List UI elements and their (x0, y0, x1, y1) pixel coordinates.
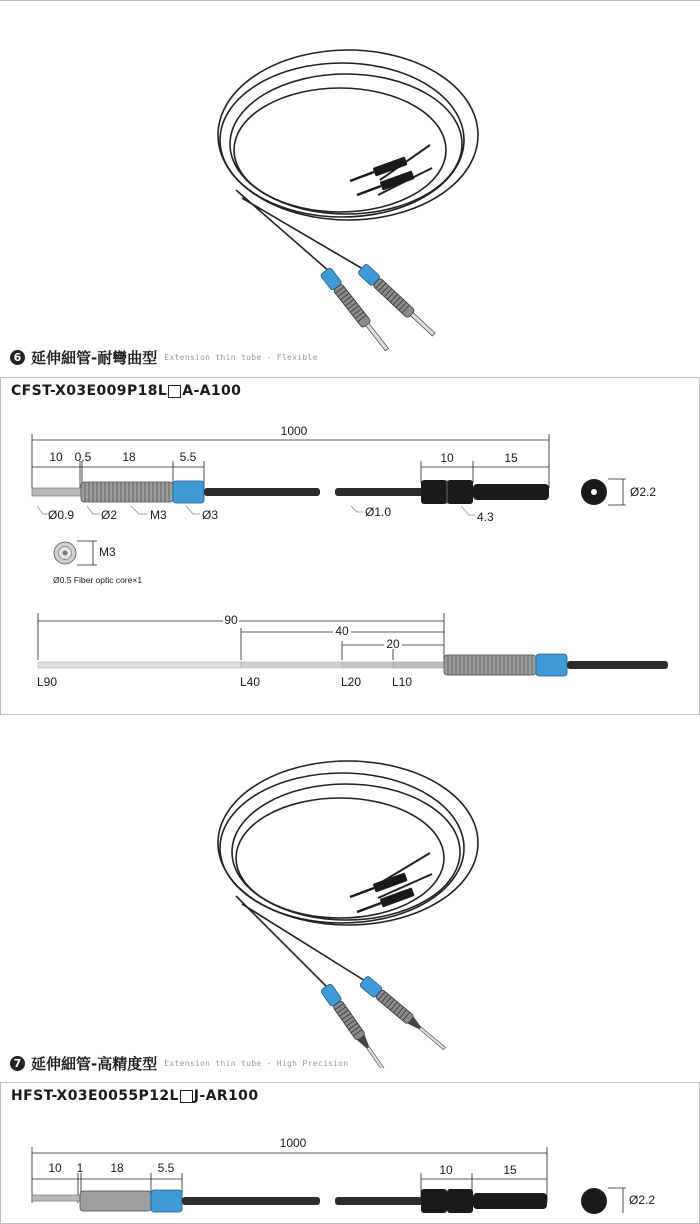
callout-m3: M3 (150, 508, 167, 522)
product-illustration-flexible (180, 40, 520, 370)
model-prefix: HFST-X03E0055P12L (11, 1088, 179, 1104)
model-suffix: A-A100 (182, 383, 242, 399)
length-l90: L90 (37, 675, 58, 689)
dim-right-10: 10 (440, 451, 454, 465)
length-l10: L10 (392, 675, 413, 689)
model-suffix: J-AR100 (193, 1088, 259, 1104)
callout-d2-2: Ø2.2 (629, 1193, 656, 1207)
callout-d1-0: Ø1.0 (365, 505, 392, 519)
callout-d3: Ø3 (202, 508, 219, 522)
callout-d2-2: Ø2.2 (630, 485, 657, 499)
dimension-drawing (1, 1083, 699, 1223)
dim-total: 1000 (279, 1136, 307, 1150)
dim-right-10: 10 (439, 1163, 453, 1177)
section-6-heading: 延伸細管-耐彎曲型 (31, 349, 158, 367)
callout-4-3: 4.3 (477, 510, 494, 524)
dim-18: 18 (122, 450, 136, 464)
spec-panel-flexible (0, 377, 700, 715)
callout-d2: Ø2 (101, 508, 118, 522)
section-number-badge: 7 (10, 1056, 25, 1071)
dim-40: 40 (335, 624, 349, 638)
model-prefix: CFST-X03E009P18L (11, 383, 168, 399)
dim-20: 20 (386, 637, 400, 651)
length-l20: L20 (341, 675, 362, 689)
dim-right-15: 15 (503, 1163, 517, 1177)
callout-d0-9: Ø0.9 (48, 508, 75, 522)
section-6-subtitle: Extension thin tube - Flexible (164, 353, 318, 362)
dim-90: 90 (224, 613, 238, 627)
fiber-core-note: Ø0.5 Fiber optic core×1 (53, 575, 143, 585)
dim-right-15: 15 (504, 451, 518, 465)
length-l40: L40 (240, 675, 261, 689)
dim-0-5: 0.5 (74, 450, 92, 464)
dim-18: 18 (110, 1161, 124, 1175)
section-7-subtitle: Extension thin tube - High Precision (164, 1059, 349, 1068)
dim-5-5: 5.5 (179, 450, 197, 464)
section-number-badge: 6 (10, 350, 25, 365)
product-illustration-high-precision (180, 748, 520, 1068)
dim-1: 1 (76, 1161, 84, 1175)
dim-10: 10 (49, 450, 63, 464)
section-7-title (10, 1053, 348, 1074)
top-border (0, 0, 700, 1)
section-7-heading: 延伸細管-高精度型 (31, 1055, 158, 1073)
dim-5-5: 5.5 (157, 1161, 175, 1175)
dim-total: 1000 (280, 424, 308, 438)
spec-panel-high-precision (0, 1082, 700, 1224)
dim-10: 10 (48, 1161, 62, 1175)
section-6-title (10, 347, 318, 368)
endview-m3: M3 (99, 545, 116, 559)
